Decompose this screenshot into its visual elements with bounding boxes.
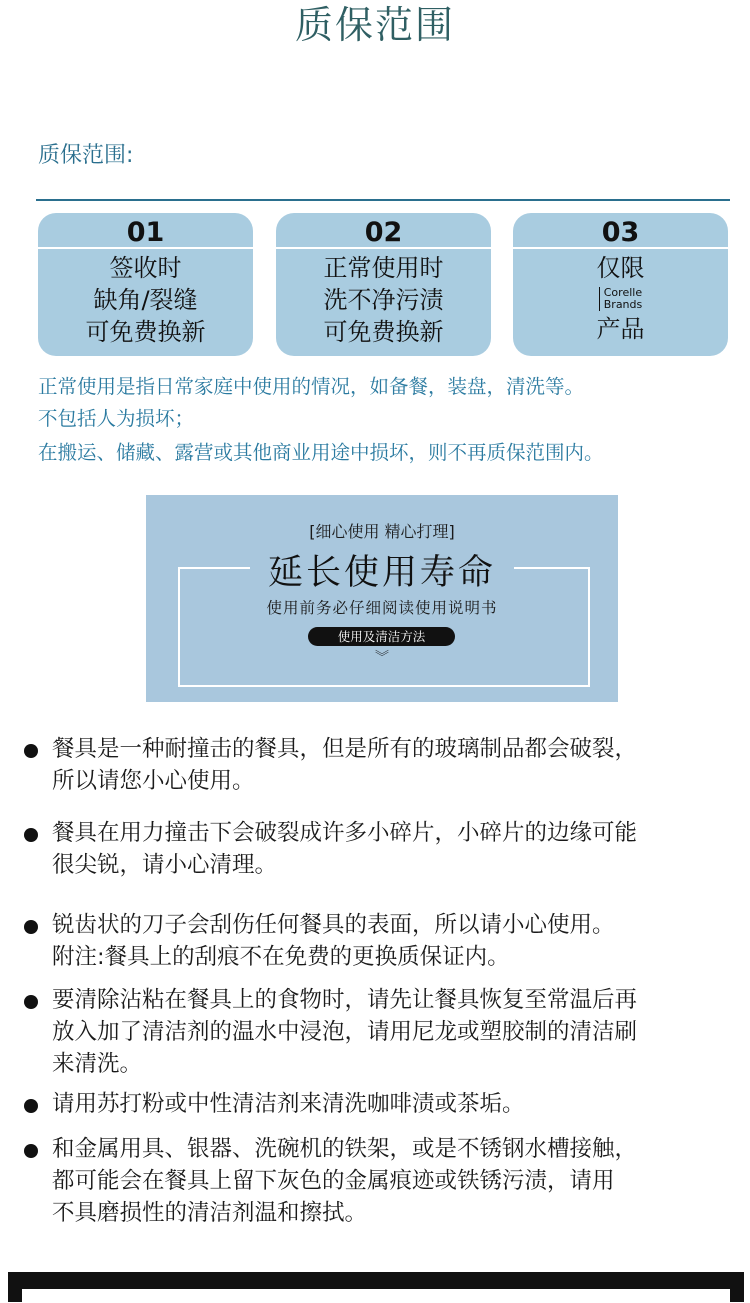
list-item xyxy=(24,733,744,797)
scope-label: 质保范围: xyxy=(38,143,134,168)
card-line: 产品 xyxy=(596,315,645,343)
list-item-line: 和金属用具、银器、洗碗机的铁架，或是不锈钢水槽接触， xyxy=(52,1136,638,1162)
list-item-line: 请用苏打粉或中性清洁剂来清洗咖啡渍或茶垢。 xyxy=(52,1091,525,1117)
list-item xyxy=(24,817,744,881)
list-item xyxy=(24,984,744,1080)
list-item-line: 来清洗。 xyxy=(52,1051,143,1077)
list-item-line: 附注:餐具上的刮痕不在免费的更换质保证内。 xyxy=(52,944,510,970)
list-item-line: 锐齿状的刀子会刮伤任何餐具的表面，所以请小心使用。 xyxy=(52,912,615,938)
list-item xyxy=(24,1133,744,1229)
note-line: 在搬运、储藏、露营或其他商业用途中损坏，则不再质保范围内。 xyxy=(38,441,604,464)
note-line: 不包括人为损坏； xyxy=(38,407,195,430)
warranty-card-03 xyxy=(513,213,728,356)
care-instructions-button[interactable]: 使用及清洁方法 xyxy=(308,627,455,646)
care-banner xyxy=(146,495,618,702)
warranty-notes xyxy=(38,372,738,470)
list-item-line: 要清除沾粘在餐具上的食物时，请先让餐具恢复至常温后再 xyxy=(52,987,638,1013)
bullet-icon xyxy=(24,1099,38,1113)
warranty-cards xyxy=(38,213,728,358)
card-number: 01 xyxy=(38,213,253,249)
list-item xyxy=(24,1088,744,1120)
list-item-line: 放入加了清洁剂的温水中浸泡，请用尼龙或塑胶制的清洁刷 xyxy=(52,1019,638,1045)
card-line: 签收时 xyxy=(109,254,182,282)
list-item xyxy=(24,909,744,973)
bullet-icon xyxy=(24,920,38,934)
list-item-line: 都可能会在餐具上留下灰色的金属痕迹或铁锈污渍，请用 xyxy=(52,1168,615,1194)
bullet-icon xyxy=(24,744,38,758)
warranty-card-02 xyxy=(276,213,491,356)
list-item-line: 所以请您小心使用。 xyxy=(52,768,255,794)
banner-subtitle: [细心使用 精心打理] xyxy=(309,522,455,541)
card-line: 可免费换新 xyxy=(323,318,444,346)
list-item-line: 很尖锐，请小心清理。 xyxy=(52,852,278,878)
banner-description: 使用前务必仔细阅读使用说明书 xyxy=(266,599,498,617)
banner-title: 延长使用寿命 xyxy=(267,553,496,593)
card-line: 洗不净污渍 xyxy=(323,286,444,314)
bullet-icon xyxy=(24,995,38,1009)
card-number: 03 xyxy=(513,213,728,249)
list-item-line: 餐具是一种耐撞击的餐具，但是所有的玻璃制品都会破裂， xyxy=(52,736,638,762)
warranty-card-01 xyxy=(38,213,253,356)
bullet-icon xyxy=(24,828,38,842)
card-line: 可免费换新 xyxy=(85,318,206,346)
list-item-line: 餐具在用力撞击下会破裂成许多小碎片，小碎片的边缘可能 xyxy=(52,820,638,846)
page-title: 质保范围 xyxy=(294,3,455,47)
card-line: 缺角/裂缝 xyxy=(93,286,198,314)
scope-divider xyxy=(36,199,730,201)
bottom-frame-inner xyxy=(22,1289,730,1303)
list-item-line: 不具磨损性的清洁剂温和擦拭。 xyxy=(52,1200,368,1226)
card-line: 正常使用时 xyxy=(323,254,444,282)
note-line: 正常使用是指日常家庭中使用的情况，如备餐，装盘，清洗等。 xyxy=(38,375,585,398)
corelle-brands-logo xyxy=(599,287,643,311)
brand-line: Brands xyxy=(603,298,643,311)
brand-line: Corelle xyxy=(603,286,643,299)
bullet-icon xyxy=(24,1144,38,1158)
card-line: 仅限 xyxy=(596,254,645,282)
card-number: 02 xyxy=(276,213,491,249)
chevron-down-icon: ︾ xyxy=(375,650,389,666)
